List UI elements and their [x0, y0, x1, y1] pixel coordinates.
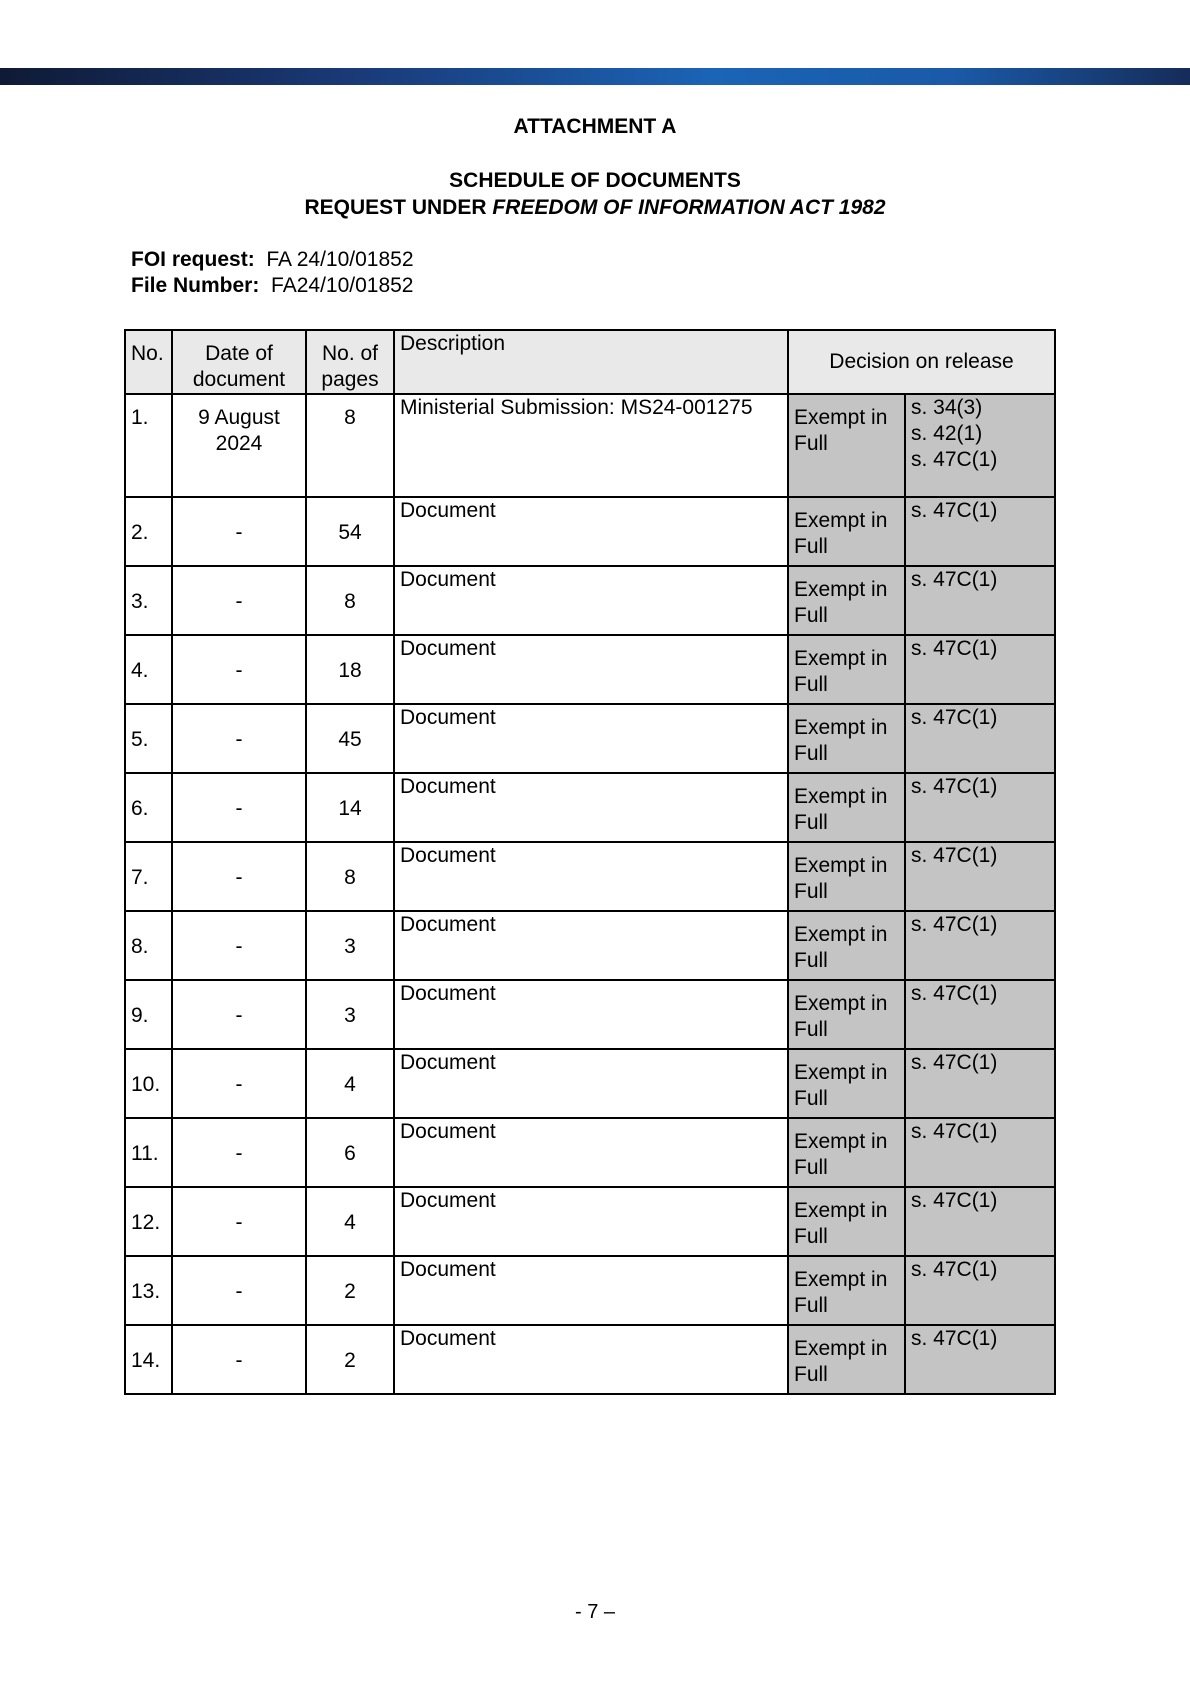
cell-decision: Exempt in Full [788, 1256, 905, 1325]
cell-exemption-sections [905, 497, 1055, 566]
cell-description: Document [394, 773, 788, 842]
table-row [125, 911, 1055, 980]
cell-date: - [172, 497, 306, 566]
cell-description: Document [394, 1325, 788, 1394]
cell-pages: 54 [306, 497, 394, 566]
cell-pages: 8 [306, 566, 394, 635]
cell-exemption-sections [905, 394, 1055, 497]
cell-date: - [172, 842, 306, 911]
cell-exemption-sections [905, 1325, 1055, 1394]
cell-description: Document [394, 1049, 788, 1118]
cell-description: Document [394, 1118, 788, 1187]
file-number-line [131, 273, 414, 299]
cell-pages: 3 [306, 911, 394, 980]
cell-description: Document [394, 635, 788, 704]
cell-date: - [172, 1118, 306, 1187]
table-row [125, 704, 1055, 773]
exemption-section: s. 47C(1) [911, 1189, 998, 1212]
cell-exemption-sections [905, 1049, 1055, 1118]
cell-pages: 45 [306, 704, 394, 773]
file-number-value: FA24/10/01852 [271, 274, 414, 297]
table-row [125, 1049, 1055, 1118]
cell-pages: 8 [306, 394, 394, 497]
header-band [0, 68, 1190, 85]
cell-date: - [172, 773, 306, 842]
cell-pages: 4 [306, 1049, 394, 1118]
cell-no: 3. [125, 566, 172, 635]
header-pages: No. of pages [306, 330, 394, 394]
header-decision: Decision on release [788, 330, 1055, 394]
exemption-section: s. 47C(1) [911, 1258, 998, 1281]
cell-exemption-sections [905, 773, 1055, 842]
cell-exemption-sections [905, 842, 1055, 911]
table-row [125, 773, 1055, 842]
cell-description: Ministerial Submission: MS24-001275 [394, 394, 788, 497]
cell-description: Document [394, 704, 788, 773]
cell-exemption-sections [905, 566, 1055, 635]
exemption-section: s. 47C(1) [911, 448, 998, 471]
cell-decision: Exempt in Full [788, 566, 905, 635]
foi-request-line [131, 247, 414, 273]
cell-decision: Exempt in Full [788, 704, 905, 773]
schedule-title-prefix: REQUEST UNDER [304, 196, 493, 219]
cell-no: 11. [125, 1118, 172, 1187]
cell-no: 1. [125, 394, 172, 497]
schedule-title-line1: SCHEDULE OF DOCUMENTS [449, 169, 741, 192]
cell-pages: 3 [306, 980, 394, 1049]
cell-decision: Exempt in Full [788, 497, 905, 566]
cell-decision: Exempt in Full [788, 1118, 905, 1187]
cell-decision: Exempt in Full [788, 635, 905, 704]
exemption-section: s. 47C(1) [911, 568, 998, 591]
table-header-row [125, 330, 1055, 394]
cell-decision: Exempt in Full [788, 842, 905, 911]
cell-pages: 14 [306, 773, 394, 842]
table-row [125, 1118, 1055, 1187]
cell-description: Document [394, 1256, 788, 1325]
cell-description: Document [394, 980, 788, 1049]
cell-no: 5. [125, 704, 172, 773]
exemption-section: s. 47C(1) [911, 706, 998, 729]
cell-no: 6. [125, 773, 172, 842]
table-row [125, 1187, 1055, 1256]
schedule-title [0, 167, 1190, 221]
table-row [125, 842, 1055, 911]
cell-decision: Exempt in Full [788, 1325, 905, 1394]
cell-description: Document [394, 911, 788, 980]
table-row [125, 980, 1055, 1049]
header-date: Date of document [172, 330, 306, 394]
table-row [125, 394, 1055, 497]
cell-date: - [172, 980, 306, 1049]
cell-decision: Exempt in Full [788, 1049, 905, 1118]
exemption-section: s. 47C(1) [911, 1327, 998, 1350]
exemption-section: s. 47C(1) [911, 499, 998, 522]
cell-date: - [172, 704, 306, 773]
act-name: FREEDOM OF INFORMATION ACT 1982 [492, 196, 886, 219]
cell-pages: 6 [306, 1118, 394, 1187]
foi-request-value: FA 24/10/01852 [266, 248, 414, 271]
page-number: - 7 – [574, 1601, 616, 1623]
cell-description: Document [394, 497, 788, 566]
cell-date: - [172, 1049, 306, 1118]
exemption-section: s. 47C(1) [911, 913, 998, 936]
cell-decision: Exempt in Full [788, 911, 905, 980]
exemption-section: s. 47C(1) [911, 637, 998, 660]
cell-no: 8. [125, 911, 172, 980]
cell-date: - [172, 1256, 306, 1325]
cell-decision: Exempt in Full [788, 980, 905, 1049]
exemption-section: s. 47C(1) [911, 1120, 998, 1143]
table-row [125, 635, 1055, 704]
cell-decision: Exempt in Full [788, 1187, 905, 1256]
exemption-section: s. 47C(1) [911, 844, 998, 867]
foi-request-label: FOI request: [131, 248, 255, 271]
cell-date: 9 August 2024 [172, 394, 306, 497]
cell-date: - [172, 1325, 306, 1394]
cell-description: Document [394, 1187, 788, 1256]
cell-decision: Exempt in Full [788, 773, 905, 842]
cell-exemption-sections [905, 704, 1055, 773]
file-number-label: File Number: [131, 274, 260, 297]
schedule-table [124, 329, 1056, 1395]
exemption-section: s. 34(3) [911, 396, 983, 419]
cell-no: 4. [125, 635, 172, 704]
cell-pages: 8 [306, 842, 394, 911]
cell-pages: 18 [306, 635, 394, 704]
header-description: Description [394, 330, 788, 394]
cell-pages: 4 [306, 1187, 394, 1256]
cell-description: Document [394, 566, 788, 635]
table-row [125, 497, 1055, 566]
cell-no: 7. [125, 842, 172, 911]
exemption-section: s. 47C(1) [911, 982, 998, 1005]
schedule-title-line2 [0, 194, 1190, 221]
cell-exemption-sections [905, 1118, 1055, 1187]
cell-date: - [172, 566, 306, 635]
cell-exemption-sections [905, 1256, 1055, 1325]
table-row [125, 566, 1055, 635]
cell-exemption-sections [905, 980, 1055, 1049]
exemption-section: s. 47C(1) [911, 1051, 998, 1074]
cell-date: - [172, 911, 306, 980]
cell-pages: 2 [306, 1256, 394, 1325]
cell-pages: 2 [306, 1325, 394, 1394]
exemption-section: s. 42(1) [911, 422, 983, 445]
cell-decision: Exempt in Full [788, 394, 905, 497]
cell-no: 2. [125, 497, 172, 566]
cell-no: 14. [125, 1325, 172, 1394]
cell-exemption-sections [905, 911, 1055, 980]
cell-exemption-sections [905, 635, 1055, 704]
cell-date: - [172, 635, 306, 704]
table-row [125, 1256, 1055, 1325]
cell-no: 13. [125, 1256, 172, 1325]
cell-exemption-sections [905, 1187, 1055, 1256]
cell-description: Document [394, 842, 788, 911]
attachment-title: ATTACHMENT A [513, 115, 677, 138]
header-no: No. [125, 330, 172, 394]
table-row [125, 1325, 1055, 1394]
exemption-section: s. 47C(1) [911, 775, 998, 798]
cell-no: 12. [125, 1187, 172, 1256]
cell-no: 10. [125, 1049, 172, 1118]
cell-no: 9. [125, 980, 172, 1049]
cell-date: - [172, 1187, 306, 1256]
